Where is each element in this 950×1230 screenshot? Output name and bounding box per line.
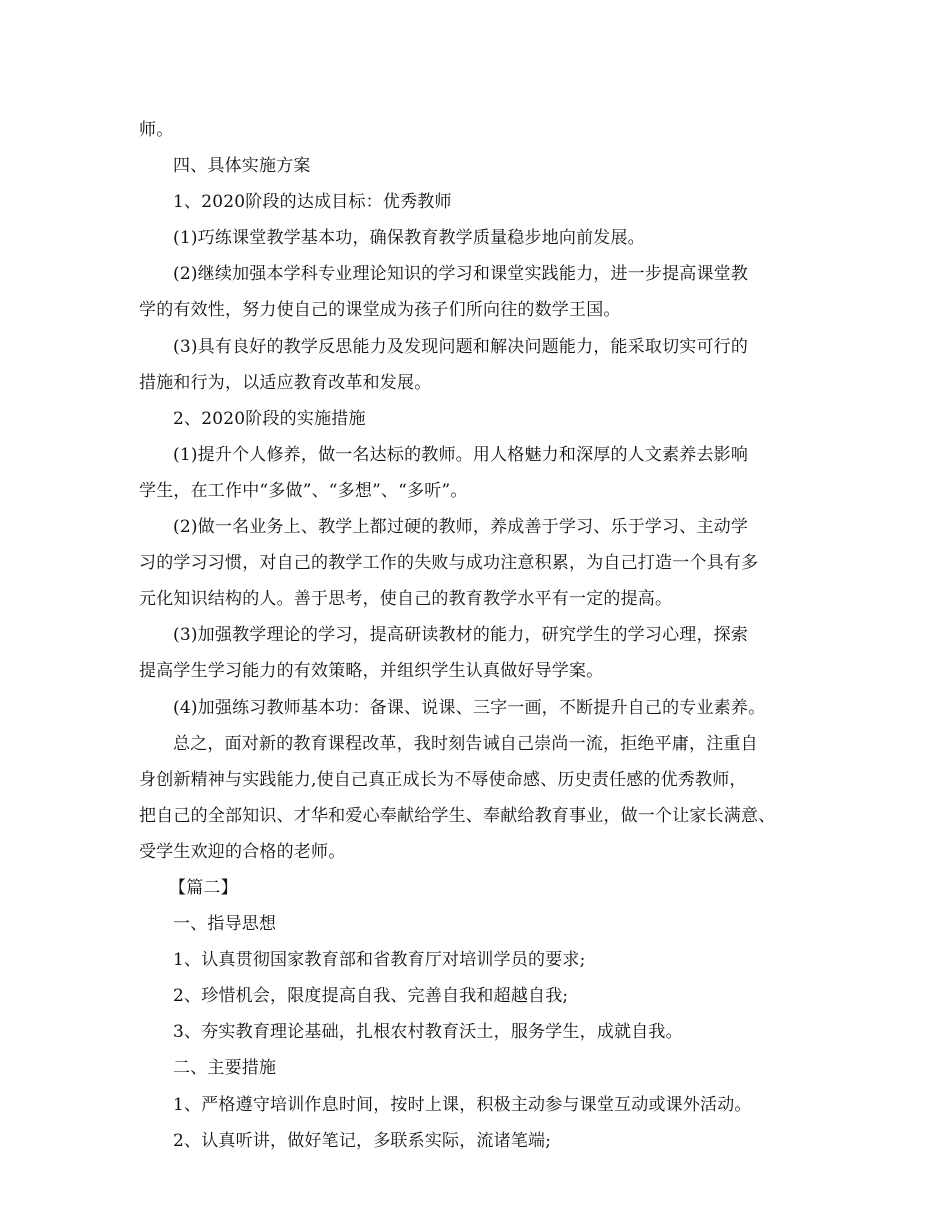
text-line: 1、认真贯彻国家教育部和省教育厅对培训学员的要求;: [173, 950, 586, 971]
text-line: 身创新精神与实践能力,使自己真正成长为不辱使命感、历史责任感的优秀教师，: [139, 769, 747, 790]
section-heading: 一、指导思想: [173, 914, 277, 935]
text-line: (1)巧练课堂教学基本功，确保教育教学质量稳步地向前发展。: [173, 228, 645, 249]
text-line: (3)加强教学理论的学习，提高研读教材的能力，研究学生的学习心理，探索: [173, 625, 749, 646]
text-line: 2、认真听讲，做好笔记，多联系实际，流诸笔端;: [173, 1130, 552, 1151]
text-line: (2)继续加强本学科专业理论知识的学习和课堂实践能力，进一步提高课堂教: [173, 264, 749, 285]
text-line: 受学生欢迎的合格的老师。: [139, 841, 346, 862]
text-line: 学的有效性，努力使自己的课堂成为孩子们所向往的数学王国。: [139, 300, 621, 321]
section-heading: 四、具体实施方案: [173, 156, 311, 177]
text-line: 师。: [139, 120, 174, 140]
document-body: [139, 112, 819, 1159]
text-line: 提高学生学习能力的有效策略，并组织学生认真做好导学案。: [139, 661, 604, 682]
text-line: 学生，在工作中“多做”、“多想”、“多听”。: [139, 480, 468, 501]
subsection-heading: 2、2020阶段的实施措施: [173, 408, 366, 429]
part-heading: 【篇二】: [169, 877, 238, 898]
text-line: 措施和行为，以适应教育改革和发展。: [139, 372, 432, 393]
text-line: (2)做一名业务上、教学上都过硬的教师，养成善于学习、乐于学习、主动学: [173, 517, 749, 538]
subsection-heading: 1、2020阶段的达成目标：优秀教师: [173, 192, 452, 213]
text-line: 2、珍惜机会，限度提高自我、完善自我和超越自我;: [173, 986, 569, 1007]
text-line: 3、夯实教育理论基础，扎根农村教育沃土，服务学生，成就自我。: [173, 1022, 683, 1043]
text-line: (4)加强练习教师基本功：备课、说课、三字一画，不断提升自己的专业素养。: [173, 697, 766, 718]
text-line: (1)提升个人修养，做一名达标的教师。用人格魅力和深厚的人文素养去影响: [173, 444, 749, 465]
text-line: 总之，面对新的教育课程改革，我时刻告诫自己崇尚一流，拒绝平庸，注重自: [173, 733, 758, 754]
text-line: 元化知识结构的人。善于思考，使自己的教育教学水平有一定的提高。: [139, 589, 673, 610]
text-line: 把自己的全部知识、才华和爱心奉献给学生、奉献给教育事业，做一个让家长满意、: [139, 805, 776, 826]
text-line: 习的学习习惯，对自己的教学工作的失败与成功注意积累，为自己打造一个具有多: [139, 553, 759, 574]
text-line: (3)具有良好的教学反思能力及发现问题和解决问题能力，能采取切实可行的: [173, 336, 749, 357]
text-line: 1、严格遵守培训作息时间，按时上课，积极主动参与课堂互动或课外活动。: [173, 1094, 752, 1115]
section-heading: 二、主要措施: [173, 1058, 277, 1079]
